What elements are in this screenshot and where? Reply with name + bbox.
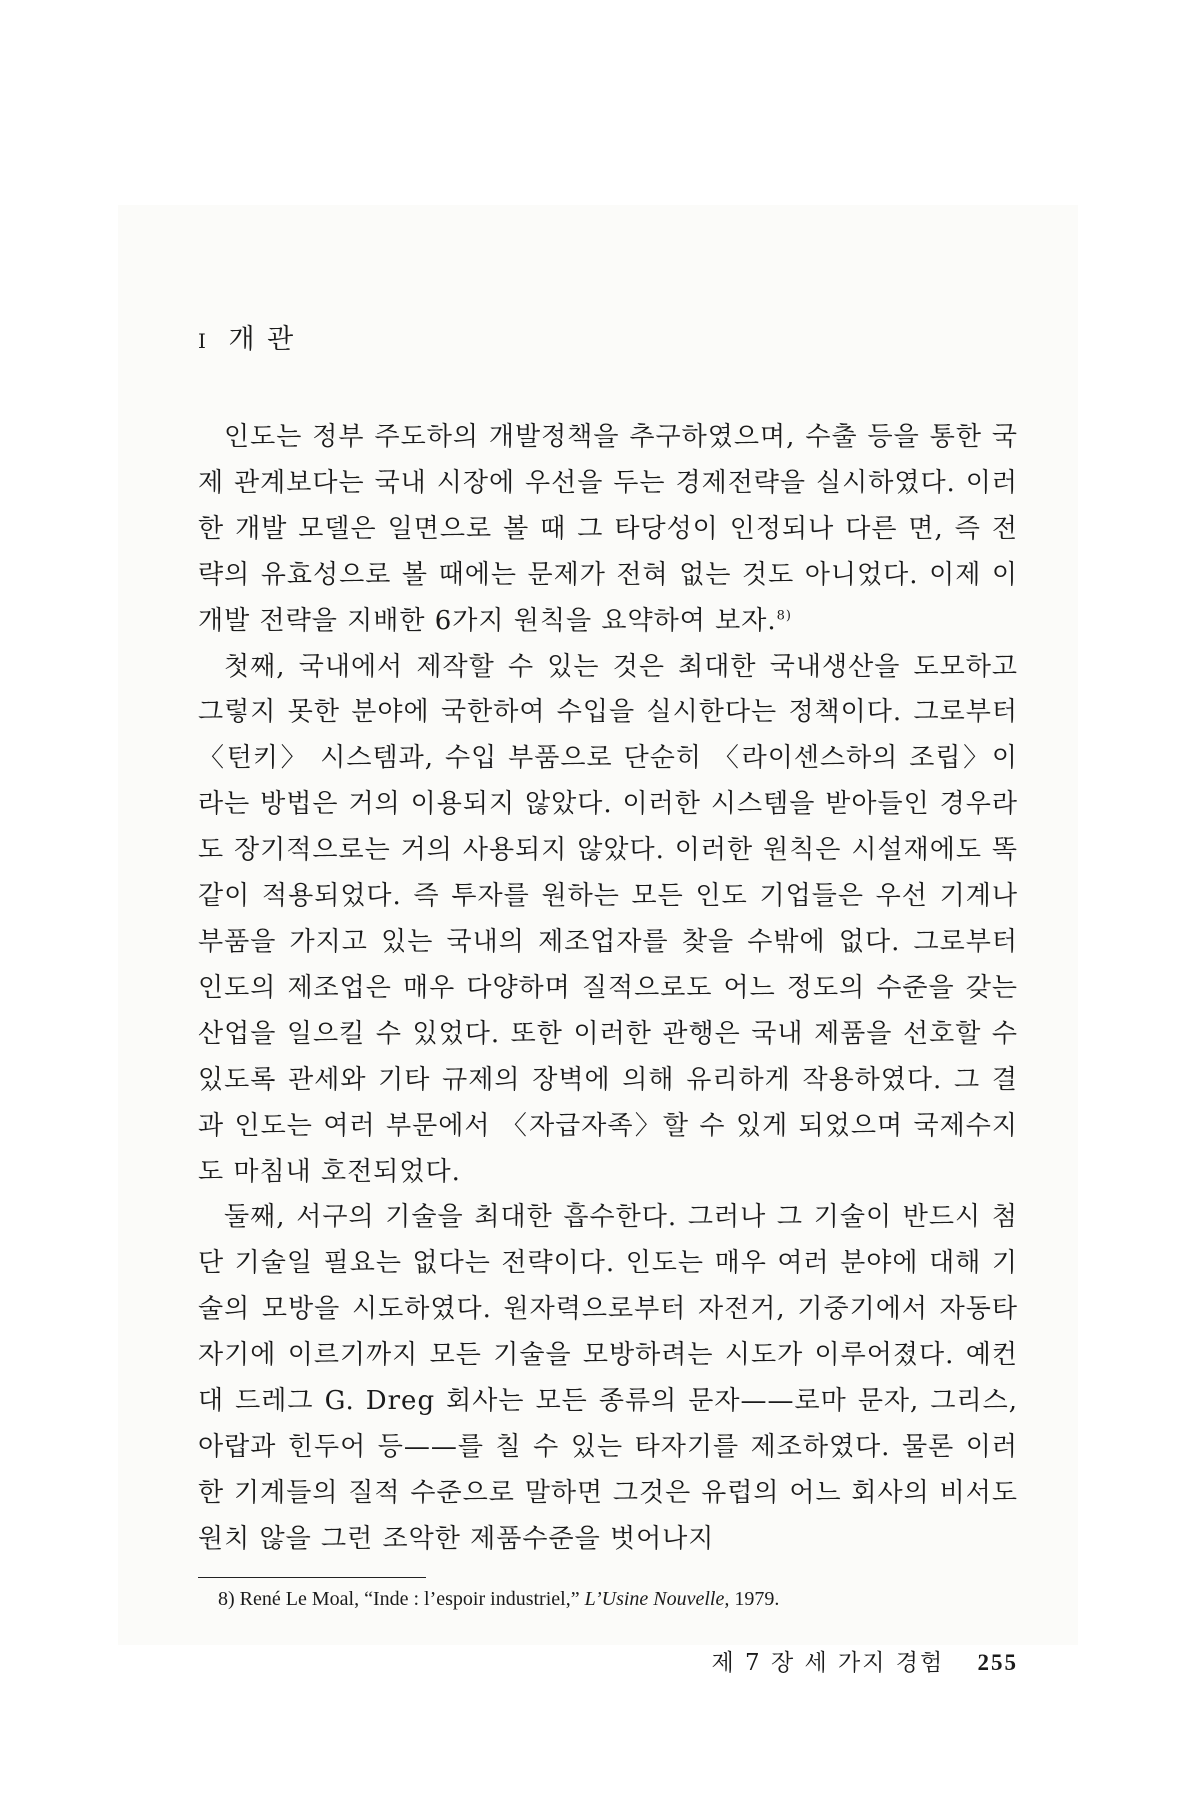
book-page (198, 320, 1018, 1677)
page-number: 255 (977, 1649, 1018, 1675)
section-heading (198, 320, 1018, 361)
running-footer (198, 1644, 1018, 1677)
chapter-title: 제 7 장 세 가지 경험 (711, 1649, 945, 1676)
paragraph-text: 인도는 정부 주도하의 개발정책을 추구하였으며, 수출 등을 통한 국제 관계보다는 국내 시장에 우선을 두는 경제전략을 실시하였다. 이러한 개발 모델은 일면으로 볼 때 그 타당성이 인정되나 다른 면, 즉 전략의 유효성으로 볼 때에는 문제가 전혀 없는 것도 아니었다. 이제 이 개발 전략을 지배한 6가지 원칙을 요약하여 보자. (198, 422, 1018, 636)
footnote-reference: 8) (776, 607, 792, 623)
footnote-publication: L’Usine Nouvelle, (584, 1587, 730, 1610)
section-number: I (198, 329, 208, 353)
footnote (198, 1584, 1018, 1614)
body-text (198, 415, 1018, 1563)
paragraph: 둘째, 서구의 기술을 최대한 흡수한다. 그러나 그 기술이 반드시 첨단 기술일 필요는 없다는 전략이다. 인도는 매우 여러 분야에 대해 기술의 모방을 시도하였다. 원자력으로부터 자전거, 기중기에서 자동타자기에 이르기까지 모든 기술을 모방하려는 시도가 이루어졌다. 예컨대 드레그 G. Dreg 회사는 모든 종류의 문자——로마 문자, 그리스, 아랍과 힌두어 등——를 칠 수 있는 타자기를 제조하였다. 물론 이러한 기계들의 질적 수준으로 말하면 그것은 유럽의 어느 회사의 비서도 원치 않을 그런 조악한 제품수준을 벗어나지 (198, 1202, 1018, 1554)
footnote-year: 1979. (734, 1587, 780, 1610)
footnote-text: René Le Moal, “Inde : l’espoir industriel,” (239, 1587, 580, 1610)
footnote-divider (198, 1577, 426, 1578)
paragraph (198, 415, 1018, 645)
section-title: 개 관 (228, 324, 296, 355)
footnote-number: 8) (218, 1587, 235, 1610)
paragraph: 첫째, 국내에서 제작할 수 있는 것은 최대한 국내생산을 도모하고 그렇지 못한 분야에 국한하여 수입을 실시한다는 정책이다. 그로부터 〈턴키〉 시스템과, 수입 부품으로 단순히 〈라이센스하의 조립〉이라는 방법은 거의 이용되지 않았다. 이러한 시스템을 받아들인 경우라도 장기적으로는 거의 사용되지 않았다. 이러한 원칙은 시설재에도 똑같이 적용되었다. 즉 투자를 원하는 모든 인도 기업들은 우선 기계나 부품을 가지고 있는 국내의 제조업자를 찾을 수밖에 없다. 그로부터 인도의 제조업은 매우 다양하며 질적으로도 어느 정도의 수준을 갖는 산업을 일으킬 수 있었다. 또한 이러한 관행은 국내 제품을 선호할 수 있도록 관세와 기타 규제의 장벽에 의해 유리하게 작용하였다. 그 결과 인도는 여러 부문에서 〈자급자족〉할 수 있게 되었으며 국제수지도 마침내 호전되었다. (198, 651, 1018, 1187)
